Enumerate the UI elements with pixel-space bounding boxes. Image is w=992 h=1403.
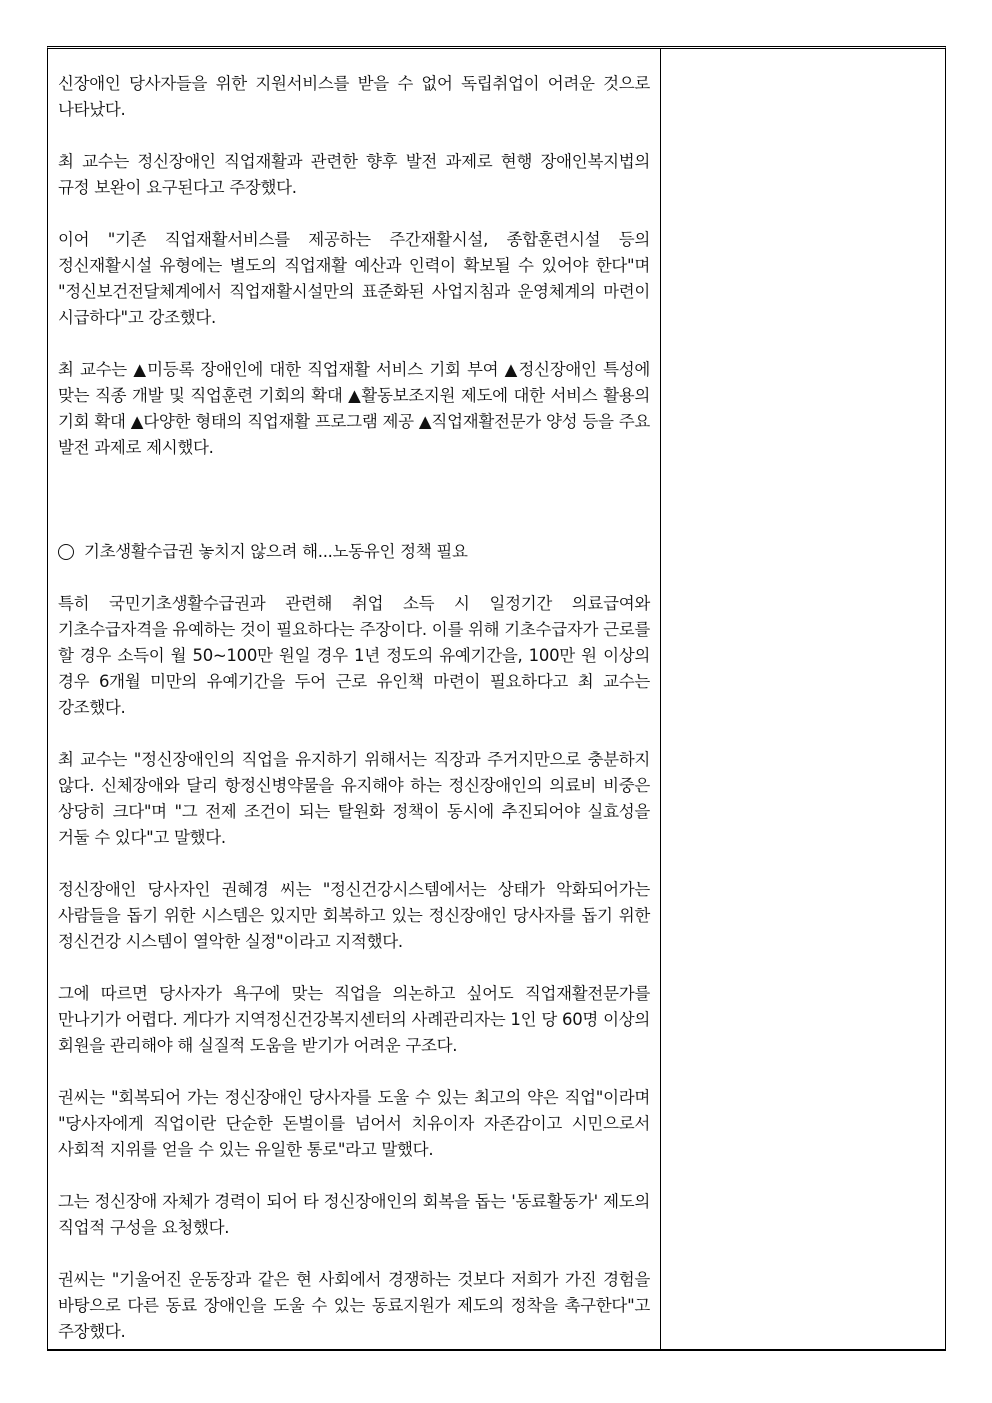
section-heading [58, 539, 650, 565]
paragraph: 특히 국민기초생활수급권과 관련해 취업 소득 시 일정기간 의료급여와 기초수급자격을 유예하는 것이 필요하다는 주장이다. 이를 위해 기초수급자가 근로를 할 경우 소득이 월 50~100만 원일 경우 1년 정도의 유예기간을, 100만 원 이상의 경우 6개월 미만의 유예기간을 두어 근로 유인책 마련이 필요하다고 최 교수는 강조했다. [58, 594, 650, 717]
notes-column [661, 49, 945, 1349]
article-body [58, 71, 650, 1345]
paragraph: 신장애인 당사자들을 위한 지원서비스를 받을 수 없어 독립취업이 어려운 것으로 나타났다. [58, 74, 650, 119]
paragraph: 최 교수는 "정신장애인의 직업을 유지하기 위해서는 직장과 주거지만으로 충분하지 않다. 신체장애와 달리 항정신병약물을 유지해야 하는 정신장애인의 의료비 비중은 상당히 크다"며 "그 전제 조건이 되는 탈원화 정책이 동시에 추진되어야 실효성을 거둘 수 있다"고 말했다. [58, 750, 650, 847]
paragraph: 권씨는 "회복되어 가는 정신장애인 당사자를 도울 수 있는 최고의 약은 직업"이라며 "당사자에게 직업이란 단순한 돈벌이를 넘어서 치유이자 자존감이고 시민으로서 사회적 지위를 얻을 수 있는 유일한 통로"라고 말했다. [58, 1088, 650, 1159]
paragraph: 그는 정신장애 자체가 경력이 되어 타 정신장애인의 회복을 돕는 '동료활동가' 제도의 직업적 구성을 요청했다. [58, 1192, 650, 1237]
paragraph: 권씨는 "기울어진 운동장과 같은 현 사회에서 경쟁하는 것보다 저희가 가진 경험을 바탕으로 다른 동료 장애인을 도울 수 있는 동료지원가 제도의 정착을 촉구한다"고 주장했다. [58, 1270, 650, 1341]
section-heading-text: 기초생활수급권 놓치지 않으려 해...노동유인 정책 필요 [84, 542, 468, 561]
circle-bullet-icon [58, 544, 74, 560]
paragraph: 정신장애인 당사자인 권혜경 씨는 "정신건강시스템에서는 상태가 악화되어가는 사람들을 돕기 위한 시스템은 있지만 회복하고 있는 정신장애인 당사자를 돕기 위한 정신건강 시스템이 열악한 실정"이라고 지적했다. [58, 880, 650, 951]
paragraph: 그에 따르면 당사자가 욕구에 맞는 직업을 의논하고 싶어도 직업재활전문가를 만나기가 어렵다. 게다가 지역정신건강복지센터의 사례관리자는 1인 당 60명 이상의 회원을 관리해야 해 실질적 도움을 받기가 어려운 구조다. [58, 984, 650, 1055]
paragraph: 최 교수는 정신장애인 직업재활과 관련한 향후 발전 과제로 현행 장애인복지법의 규정 보완이 요구된다고 주장했다. [58, 152, 650, 197]
document-table [47, 46, 946, 1351]
paragraph: 최 교수는 ▲미등록 장애인에 대한 직업재활 서비스 기회 부여 ▲정신장애인 특성에 맞는 직종 개발 및 직업훈련 기회의 확대 ▲활동보조지원 제도에 대한 서비스 활용의 기회 확대 ▲다양한 형태의 직업재활 프로그램 제공 ▲직업재활전문가 양성 등을 주요 발전 과제로 제시했다. [58, 360, 650, 457]
spacer [58, 487, 650, 539]
paragraph: 이어 "기존 직업재활서비스를 제공하는 주간재활시설, 종합훈련시설 등의 정신재활시설 유형에는 별도의 직업재활 예산과 인력이 확보될 수 있어야 한다"며 "정신보건전달체계에서 직업재활시설만의 표준화된 사업지침과 운영체계의 마련이 시급하다"고 강조했다. [58, 230, 650, 327]
